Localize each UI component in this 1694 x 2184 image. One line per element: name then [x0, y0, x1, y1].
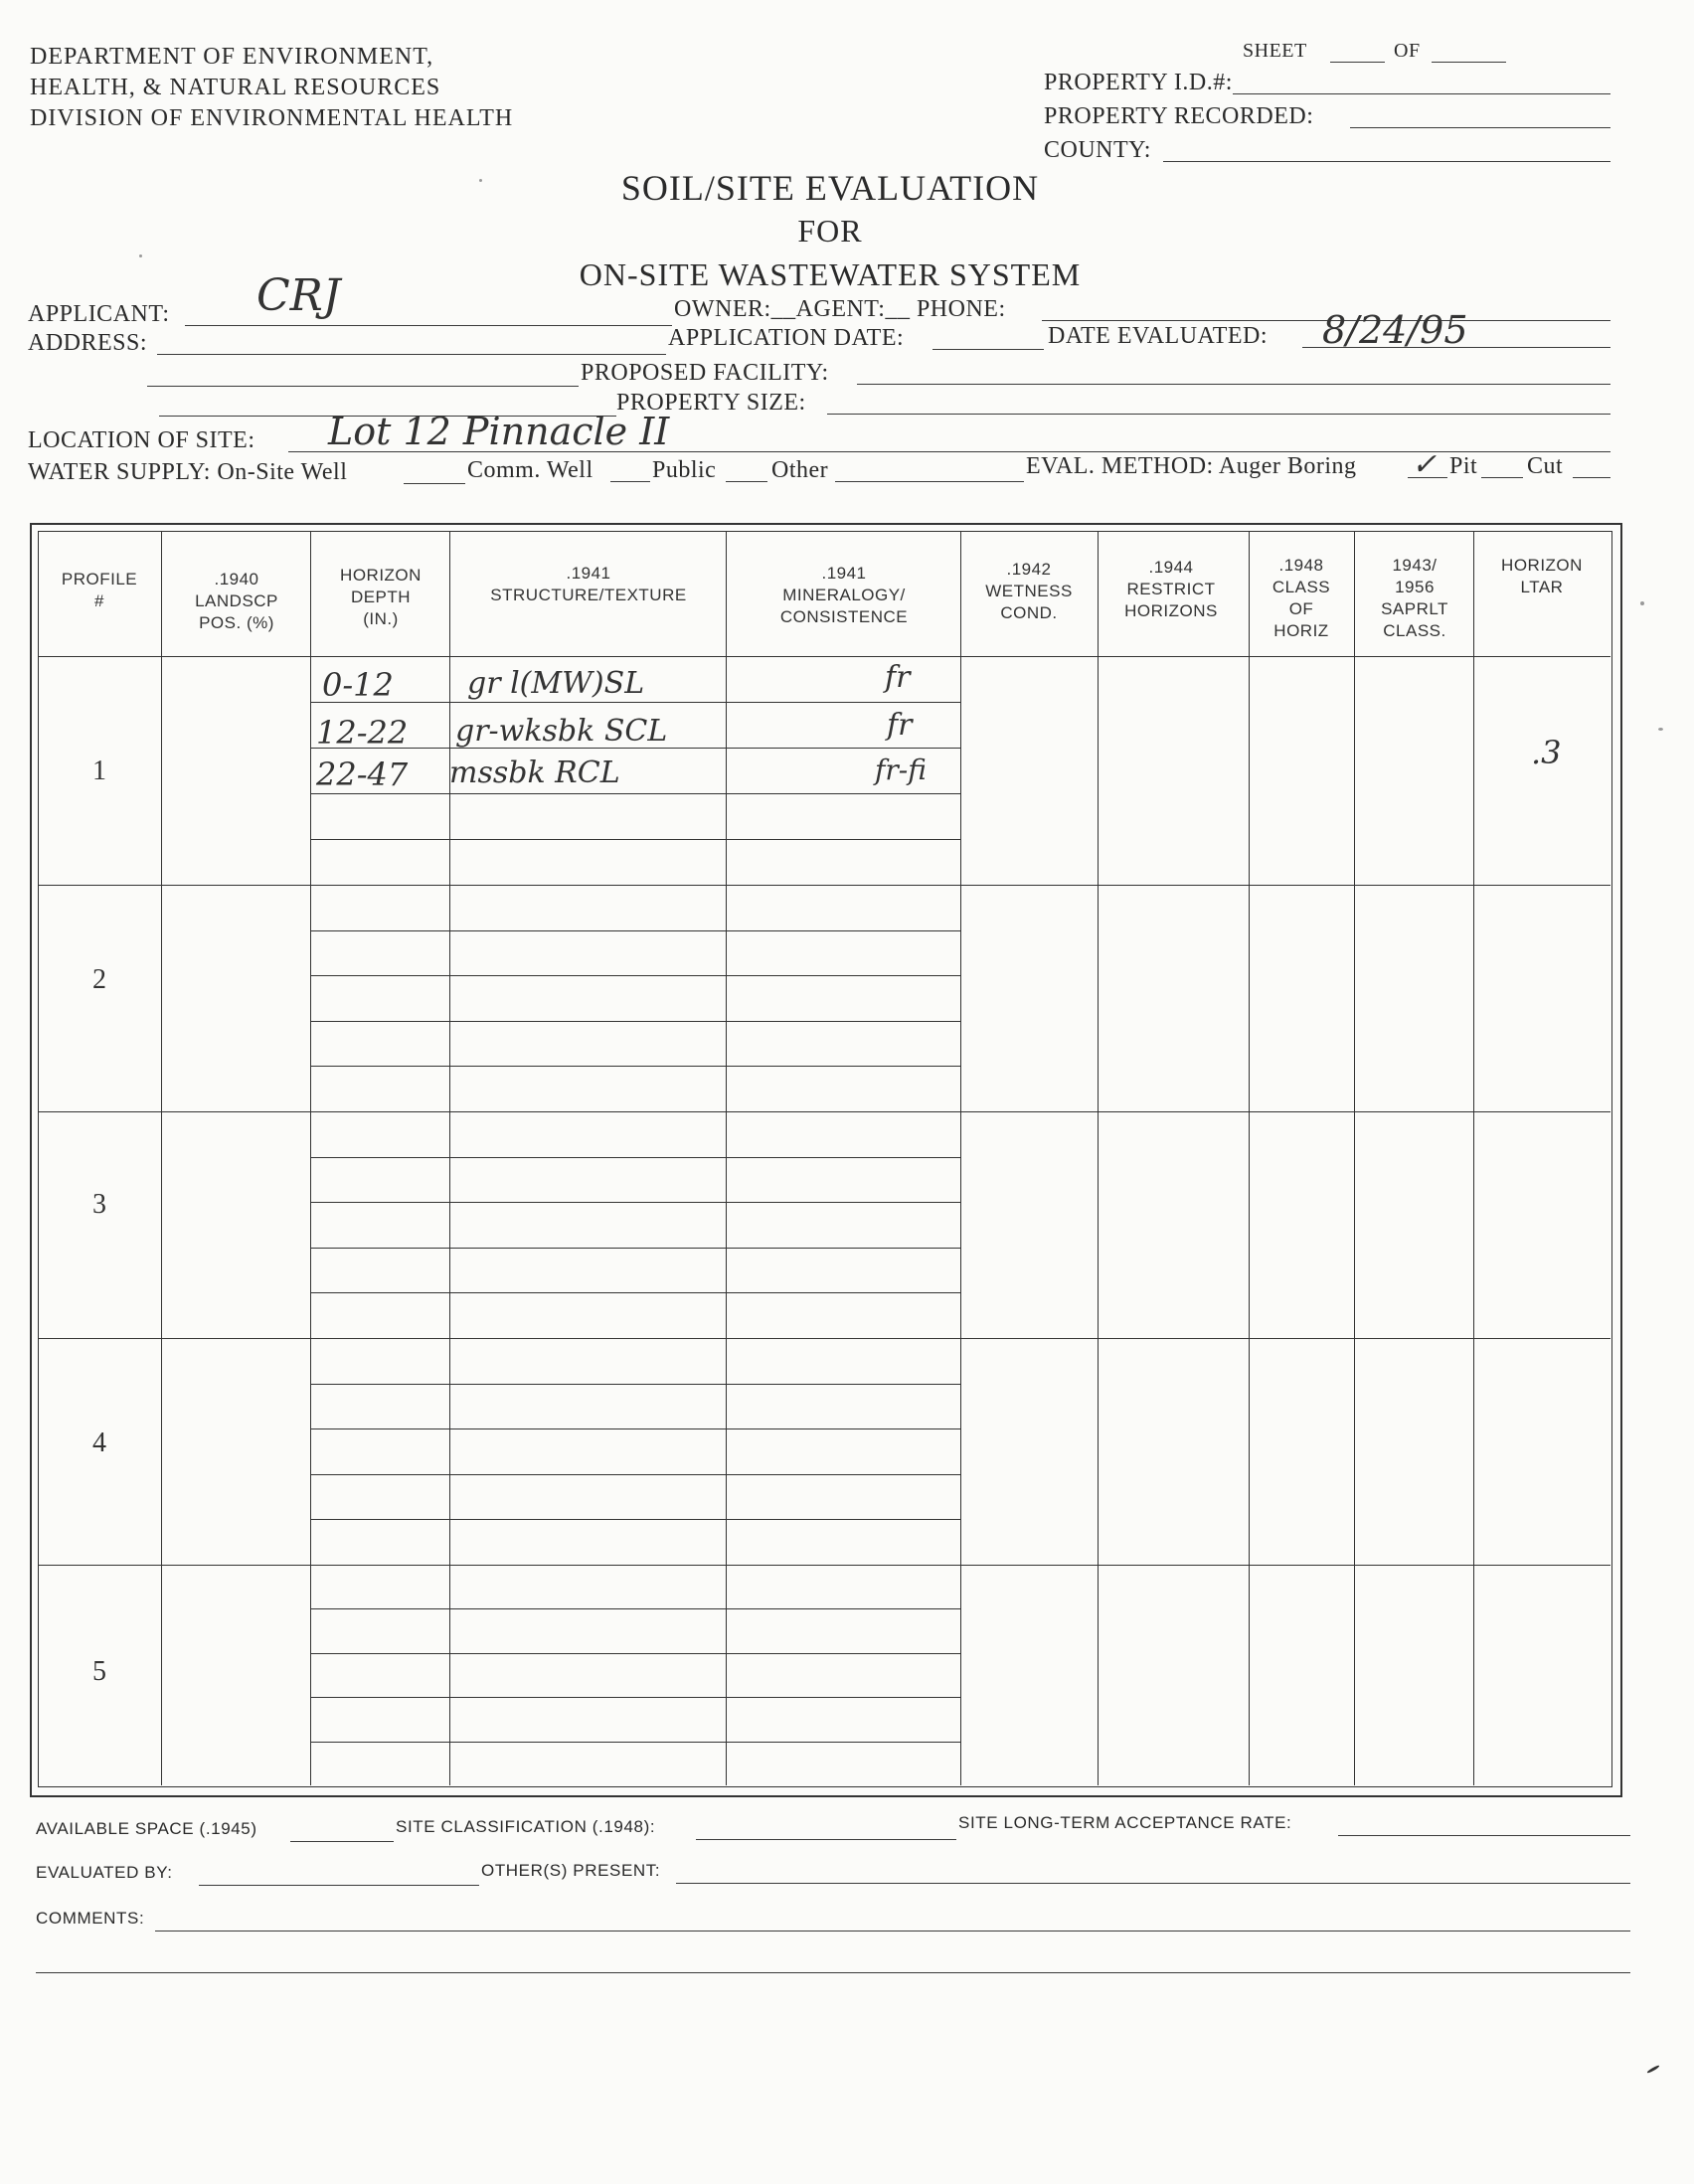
table-column-divider — [449, 532, 450, 1785]
other-field[interactable] — [835, 481, 1024, 482]
table-column-divider — [310, 532, 311, 1785]
table-column-divider — [1098, 532, 1099, 1785]
table-header-divider — [38, 656, 1610, 657]
header-horizon-ltar: HORIZON LTAR — [1501, 556, 1583, 596]
eval-method-label: EVAL. METHOD: Auger Boring — [1026, 453, 1357, 479]
header-wetness-condition: .1942 WETNESS COND. — [985, 560, 1073, 622]
horizon-row-line — [310, 702, 960, 703]
horizon-row-line — [310, 1384, 960, 1385]
profile-divider — [38, 1338, 1610, 1339]
profile1-row3-consistence: fr-fi — [875, 754, 927, 786]
scan-speck — [1658, 728, 1663, 731]
header-saprolite-class: 1943/ 1956 SAPRLT CLASS. — [1381, 556, 1448, 640]
table-column-divider — [1473, 532, 1474, 1785]
comments-label: COMMENTS: — [36, 1909, 145, 1928]
available-space-field[interactable] — [290, 1841, 394, 1842]
property-recorded-label: PROPERTY RECORDED: — [1044, 103, 1314, 129]
horizon-row-line — [310, 1428, 960, 1429]
profile1-row1-texture: gr l(MW)SL — [467, 666, 645, 701]
scan-speck — [1640, 601, 1644, 605]
site-ltar-label: SITE LONG-TERM ACCEPTANCE RATE: — [958, 1813, 1292, 1832]
horizon-row-line — [310, 1697, 960, 1698]
county-label: COUNTY: — [1044, 137, 1151, 163]
table-column-divider — [161, 532, 162, 1785]
scan-speck — [479, 179, 482, 182]
header-mineralogy-consistence: .1941 MINERALOGY/ CONSISTENCE — [779, 564, 909, 626]
public-field[interactable] — [726, 481, 767, 482]
property-recorded-field[interactable] — [1350, 127, 1610, 128]
applicant-field[interactable] — [185, 325, 672, 326]
cut-field[interactable] — [1573, 477, 1610, 478]
horizon-row-line — [310, 975, 960, 976]
profile-divider — [38, 1111, 1610, 1112]
evaluated-by-field[interactable] — [199, 1885, 479, 1886]
address-field[interactable] — [157, 354, 666, 355]
profile1-row1-consistence: fr — [885, 660, 911, 695]
of-label: OF — [1394, 40, 1421, 62]
header-structure-texture: .1941 STRUCTURE/TEXTURE — [490, 564, 687, 604]
header-profile: PROFILE # — [61, 570, 138, 610]
public-label: Public — [652, 457, 717, 483]
others-present-field[interactable] — [676, 1883, 1630, 1884]
date-evaluated-label: DATE EVALUATED: — [1048, 323, 1269, 349]
form-title: SOIL/SITE EVALUATION — [620, 168, 1040, 208]
location-value: Lot 12 Pinnacle II — [328, 410, 670, 453]
property-size-field[interactable] — [827, 414, 1610, 415]
proposed-facility-field[interactable] — [857, 384, 1610, 385]
comm-well-label: Comm. Well — [467, 457, 593, 483]
auger-boring-check: ✓ — [1412, 447, 1438, 482]
county-field[interactable] — [1163, 161, 1610, 162]
profile-divider — [38, 885, 1610, 886]
scan-speck — [139, 254, 142, 257]
comm-well-field[interactable] — [610, 481, 650, 482]
header-class-of-horizon: .1948 CLASS OF HORIZ — [1271, 556, 1331, 640]
property-id-label: PROPERTY I.D.#: — [1044, 70, 1233, 95]
application-date-label: APPLICATION DATE: — [668, 325, 905, 351]
horizon-row-line — [310, 1653, 960, 1654]
header-restrict-horizons: .1944 RESTRICT HORIZONS — [1124, 558, 1218, 620]
header-horizon-depth: HORIZON DEPTH (IN.) — [340, 566, 422, 628]
profile-table — [38, 531, 1612, 1787]
property-id-field[interactable] — [1233, 93, 1610, 94]
address-label: ADDRESS: — [28, 330, 148, 356]
evaluated-by-label: EVALUATED BY: — [36, 1863, 173, 1882]
onsite-well-field[interactable] — [404, 483, 465, 484]
profile-number-1: 1 — [92, 756, 106, 786]
sheet-field[interactable] — [1330, 62, 1385, 63]
other-label: Other — [771, 457, 829, 483]
profile-number-3: 3 — [92, 1189, 106, 1220]
horizon-row-line — [310, 1608, 960, 1609]
profile-number-4: 4 — [92, 1428, 106, 1458]
table-column-divider — [1354, 532, 1355, 1785]
sheet-label: SHEET — [1243, 40, 1307, 62]
profile1-row2-consistence: fr — [887, 708, 913, 743]
horizon-row-line — [310, 1021, 960, 1022]
site-ltar-field[interactable] — [1338, 1835, 1630, 1836]
profile-number-2: 2 — [92, 964, 106, 995]
horizon-row-line — [310, 839, 960, 840]
profile1-ltar-value: .3 — [1531, 734, 1562, 771]
table-column-divider — [1249, 532, 1250, 1785]
application-date-field[interactable] — [932, 349, 1044, 350]
horizon-row-line — [310, 793, 960, 794]
water-supply-label: WATER SUPPLY: On-Site Well — [28, 459, 348, 485]
form-subtitle: ON-SITE WASTEWATER SYSTEM — [579, 256, 1082, 292]
applicant-value: CRJ — [256, 270, 341, 321]
form-title-for: FOR — [797, 213, 863, 249]
horizon-row-line — [310, 1519, 960, 1520]
comments-field[interactable] — [155, 1931, 1630, 1932]
pit-field[interactable] — [1481, 477, 1523, 478]
profile-number-5: 5 — [92, 1656, 106, 1687]
date-evaluated-value: 8/24/95 — [1322, 308, 1468, 352]
site-classification-label: SITE CLASSIFICATION (.1948): — [396, 1817, 656, 1836]
table-column-divider — [726, 532, 727, 1785]
horizon-row-line — [310, 1474, 960, 1475]
profile1-row2-texture: gr-wksbk SCL — [455, 714, 668, 749]
profile-divider — [38, 1565, 1610, 1566]
profile1-row3-texture: mssbk RCL — [449, 756, 620, 790]
department-name: DEPARTMENT OF ENVIRONMENT, HEALTH, & NATURAL RESOURCES DIVISION OF ENVIRONMENTAL HEALTH — [30, 44, 514, 131]
location-label: LOCATION OF SITE: — [28, 427, 255, 453]
horizon-row-line — [310, 1066, 960, 1067]
horizon-row-line — [310, 1202, 960, 1203]
profile1-row3-depth: 22-47 — [316, 756, 409, 793]
profile1-row1-depth: 0-12 — [322, 666, 394, 704]
site-classification-field[interactable] — [696, 1839, 956, 1840]
header-landscape-position: .1940 LANDSCP POS. (%) — [195, 570, 278, 632]
profile1-row2-depth: 12-22 — [316, 714, 409, 752]
horizon-row-line — [310, 1157, 960, 1158]
of-field[interactable] — [1432, 62, 1506, 63]
horizon-row-line — [310, 1248, 960, 1249]
scan-speck — [1646, 2065, 1660, 2075]
cut-label: Cut — [1527, 453, 1564, 479]
proposed-facility-label: PROPOSED FACILITY: — [581, 360, 829, 386]
comments-field-line-2[interactable] — [36, 1972, 1630, 1973]
horizon-row-line — [310, 1292, 960, 1293]
horizon-row-line — [310, 1742, 960, 1743]
property-size-label: PROPERTY SIZE: — [616, 390, 806, 416]
pit-label: Pit — [1449, 453, 1478, 479]
address-line-2[interactable] — [147, 386, 579, 387]
applicant-label: APPLICANT: — [28, 301, 170, 327]
owner-agent-phone-label: OWNER:__AGENT:__ PHONE: — [674, 296, 1006, 322]
table-column-divider — [960, 532, 961, 1785]
available-space-label: AVAILABLE SPACE (.1945) — [36, 1819, 257, 1838]
others-present-label: OTHER(S) PRESENT: — [481, 1861, 661, 1880]
horizon-row-line — [310, 930, 960, 931]
